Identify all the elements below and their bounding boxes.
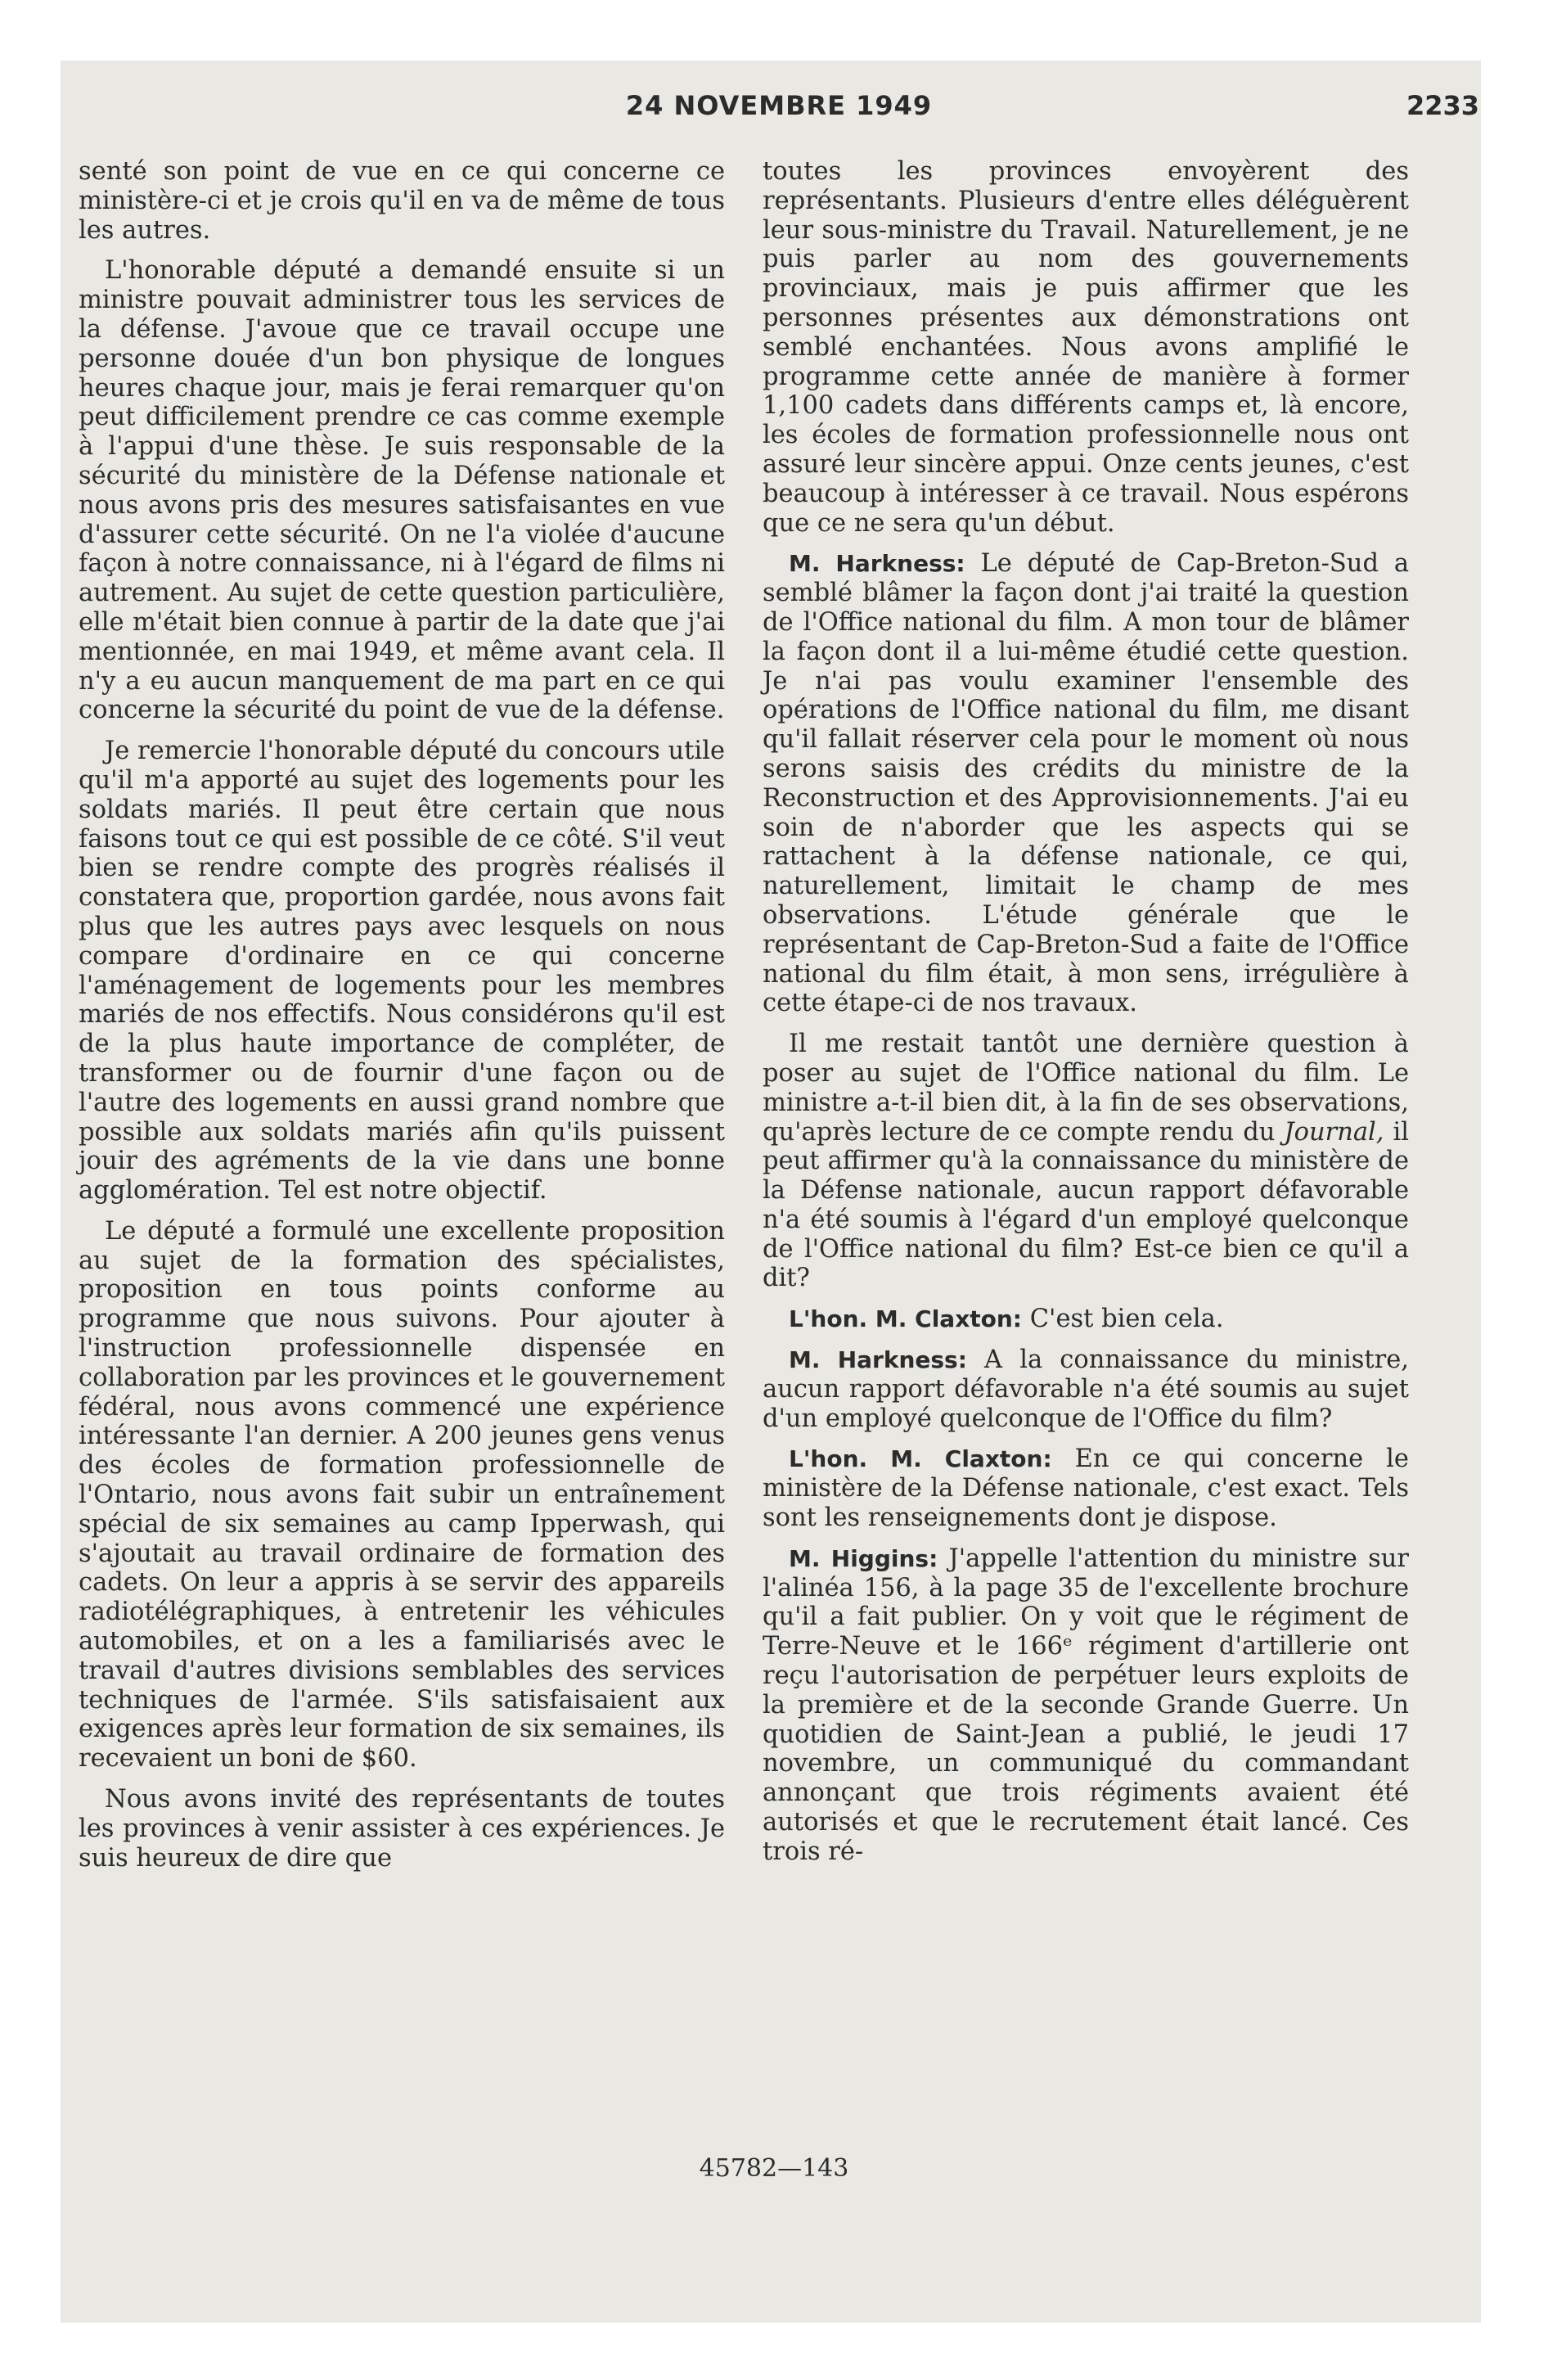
speech-text: Le député de Cap-Breton-Sud a semblé blâmer la façon dont j'ai traité la question de l'Office national du film. A mon tour de blâmer la façon dont il a lui-même étudié cette question. Je n'ai pas voulu examiner l'ensemble des opérations de l'Office national du film, me disant qu'il fallait réserver cela pour le moment où nous serons saisis des crédits du ministre de la Reconstruction et des Approvisionnements. J'ai eu soin de n'aborder que les aspects qui se rattachent à la défense nationale, ce qui, naturellement, limitait le champ de mes observations. L'étude générale que le représentant de Cap-Breton-Sud a faite de l'Office national du film était, à mon sens, irrégulière à cette étape-ci de nos travaux. [763, 549, 1410, 1018]
speech-text: il peut affirmer qu'à la connaissance du ministère de la Défense nationale, aucun rapport défavorable n'a été soumis à l'égard d'un employé quelconque de l'Office national du film? Est-ce bien ce qu'il a dit? [763, 1117, 1409, 1293]
running-head [79, 90, 1479, 139]
paragraph: Le député a formulé une excellente proposition au sujet de la formation des spécialistes, proposition en tous points conforme au programme que nous suivons. Pour ajouter à l'instruction professionnelle dispensée en collaboration par les provinces et le gouvernement fédéral, nous avons commencé une expérience intéressante l'an dernier. A 200 jeunes gens venus des écoles de formation professionnelle de l'Ontario, nous avons fait subir un entraînement spécial de six semaines au camp Ipperwash, qui s'ajoutait au travail ordinaire de formation des cadets. On leur a appris à se servir des appareils radiotélégraphiques, à entretenir les véhicules automobiles, et on a les a familiarisés avec le travail d'autres divisions semblables des services techniques de l'armée. S'ils satisfaisaient aux exigences après leur formation de six semaines, ils recevaient un boni de $60. [79, 1216, 725, 1774]
speech-text: En ce qui concerne le ministère de la Défense nationale, c'est exact. Tels sont les renseignements dont je dispose. [763, 1445, 1409, 1533]
header-date: 24 NOVEMBRE 1949 [625, 90, 933, 121]
speech-text: J'appelle l'attention du ministre sur l'alinéa 156, à la page 35 de l'excellente brochure qu'il a fait publier. On y voit que le régiment de Terre-Neuve et le 166ᵉ régiment d'artillerie ont reçu l'autorisation de perpétuer leurs exploits de la première et de la seconde Grande Guerre. Un quotidien de Saint-Jean a publié, le jeudi 17 novembre, un communiqué du commandant annonçant que trois régiments avaient été autorisés et que le recrutement était lancé. Ces trois ré- [763, 1544, 1409, 1866]
speaker-name: M. Higgins: [789, 1544, 938, 1572]
left-column [79, 157, 725, 1884]
speech-harkness-2 [763, 1346, 1409, 1433]
speaker-name: L'hon. M. Claxton: [789, 1445, 1052, 1473]
speech-text: A la connaissance du ministre, aucun rapport défavorable n'a été soumis au sujet d'un employé quelconque de l'Office du film? [763, 1346, 1409, 1433]
paragraph: Je remercie l'honorable député du concours utile qu'il m'a apporté au sujet des logements pour les soldats mariés. Il peut être certain que nous faisons tout ce qui est possible de ce côté. S'il veut bien se rendre compte des progrès réalisés il constatera que, proportion gardée, nous avons fait plus que les autres pays avec lesquels on nous compare d'ordinaire en ce qui concerne l'aménagement de logements pour les membres mariés de nos effectifs. Nous considérons qu'il est de la plus haute importance de compléter, de transformer ou de fournir d'une façon ou de l'autre des logements en aussi grand nombre que possible aux soldats mariés afin qu'ils puissent jouir des agréments de la vie dans une bonne agglomération. Tel est notre objectif. [79, 737, 725, 1206]
paragraph: toutes les provinces envoyèrent des représentants. Plusieurs d'entre elles déléguèrent leur sous-ministre du Travail. Naturellement, je ne puis parler au nom des gouvernements provinciaux, mais je puis affirmer que les personnes présentes aux démonstrations ont semblé enchantées. Nous avons amplifié le programme cette année de manière à former 1,100 cadets dans différents camps et, là encore, les écoles de formation professionnelle nous ont assuré leur sincère appui. Onze cents jeunes, c'est beaucoup à intéresser à ce travail. Nous espérons que ce ne sera qu'un début. [763, 157, 1409, 538]
speaker-name: M. Harkness: [789, 550, 965, 578]
speech-claxton-2 [763, 1445, 1409, 1532]
paragraph: L'honorable député a demandé ensuite si un ministre pouvait administrer tous les services de la défense. J'avoue que ce travail occupe une personne douée d'un bon physique de longues heures chaque jour, mais je ferai remarquer qu'on peut difficilement prendre ce cas comme exemple à l'appui d'une thèse. Je suis responsable de la sécurité du ministère de la Défense nationale et nous avons pris des mesures satisfaisantes en vue d'assurer cette sécurité. On ne l'a violée d'aucune façon à notre connaissance, ni à l'égard de films ni autrement. Au sujet de cette question particulière, elle m'était bien connue à partir de la date que j'ai mentionnée, en mai 1949, et même avant cela. Il n'y a eu aucun manquement de ma part en ce qui concerne la sécurité du point de vue de la défense. [79, 256, 725, 725]
speaker-name: L'hon. M. Claxton: [789, 1305, 1023, 1333]
right-column [763, 157, 1409, 1878]
speaker-name: M. Harkness: [789, 1346, 967, 1374]
speech-claxton-1 [763, 1305, 1409, 1334]
speech-higgins [763, 1544, 1409, 1867]
paragraph: senté son point de vue en ce qui concerne ce ministère-ci et je crois qu'il en va de même de tous les autres. [79, 157, 725, 245]
italic-journal: Journal, [1284, 1117, 1384, 1147]
paragraph: Nous avons invité des représentants de toutes les provinces à venir assister à ces expériences. Je suis heureux de dire que [79, 1785, 725, 1873]
speech-text: Il me restait tantôt une dernière question à poser au sujet de l'Office national du film. Le ministre a-t-il bien dit, à la fin de ses observations, qu'après lecture de ce compte rendu du [763, 1030, 1409, 1147]
page-number: 2233 [1406, 90, 1479, 121]
paragraph [763, 1030, 1409, 1293]
speech-text: C'est bien cela. [1029, 1305, 1224, 1334]
speech-harkness-1 [763, 549, 1409, 1018]
footer-code: 45782—143 [699, 2154, 849, 2183]
